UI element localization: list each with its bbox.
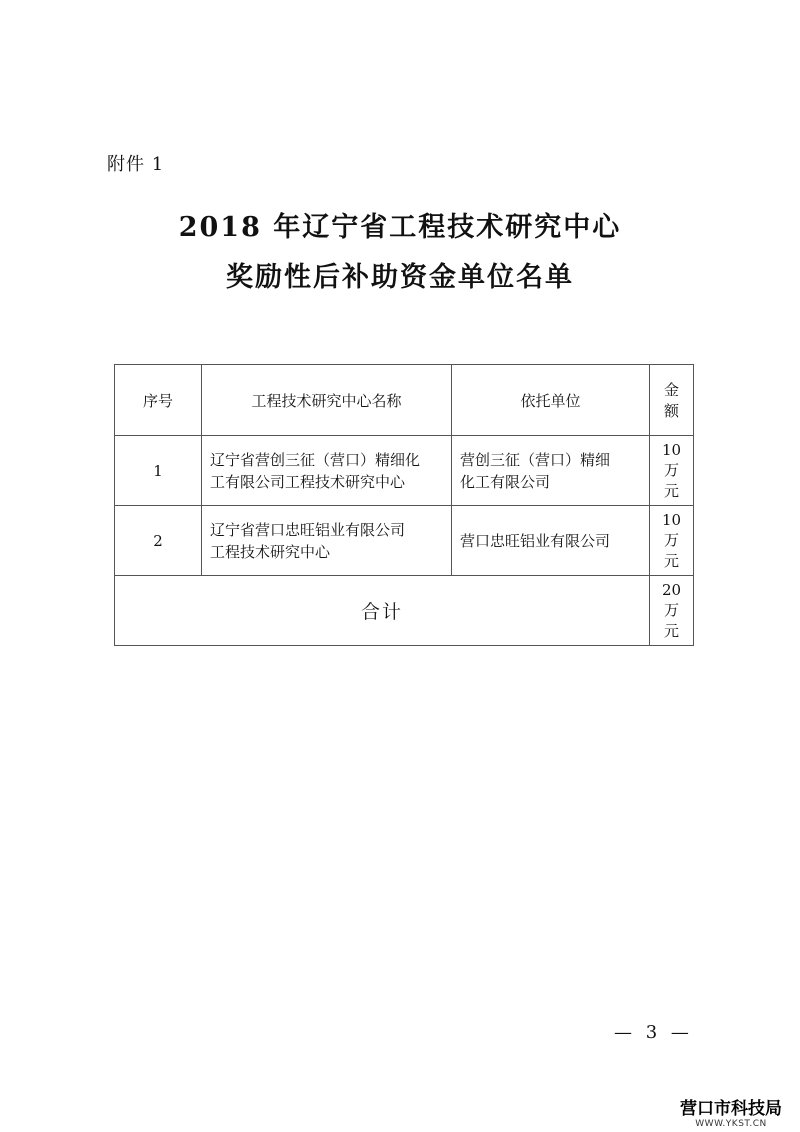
- table-header-row: [115, 365, 694, 436]
- center-name-line: 工程技术研究中心: [210, 542, 331, 561]
- watermark: [680, 1094, 782, 1129]
- row-amount: 10 万元: [650, 436, 694, 506]
- center-name-line: 辽宁省营创三征（营口）精细化: [210, 450, 421, 469]
- row-center-name: [202, 506, 452, 576]
- page-number: — 3 —: [614, 1022, 693, 1043]
- table-row: [115, 506, 694, 576]
- table-total-row: [115, 576, 694, 646]
- center-name-line: 辽宁省营口忠旺铝业有限公司: [210, 520, 406, 539]
- row-seq: 2: [115, 506, 202, 576]
- total-label: 合计: [115, 576, 650, 646]
- row-host-unit: [452, 436, 650, 506]
- document-title-line-1: 2018 年辽宁省工程技术研究中心: [178, 212, 622, 243]
- total-amount: 20 万元: [650, 576, 694, 646]
- header-host-unit: 依托单位: [452, 365, 650, 436]
- award-list-table: [114, 364, 694, 646]
- row-amount: 10 万元: [650, 506, 694, 576]
- row-host-unit: [452, 506, 650, 576]
- center-name-line: 工有限公司工程技术研究中心: [210, 472, 406, 491]
- table-row: [115, 436, 694, 506]
- attachment-label: 附件 1: [107, 154, 165, 175]
- watermark-url: WWW.YKST.CN: [695, 1119, 767, 1129]
- row-center-name: [202, 436, 452, 506]
- header-seq: 序号: [115, 365, 202, 436]
- host-unit-line: 营口忠旺铝业有限公司: [460, 531, 611, 550]
- document-title-line-2: 奖励性后补助资金单位名单: [226, 262, 574, 293]
- row-seq: 1: [115, 436, 202, 506]
- host-unit-line: 化工有限公司: [460, 472, 551, 491]
- host-unit-line: 营创三征（营口）精细: [460, 450, 611, 469]
- header-center-name: 工程技术研究中心名称: [202, 365, 452, 436]
- header-amount: 金额: [650, 365, 694, 436]
- watermark-name: 营口市科技局: [680, 1099, 782, 1119]
